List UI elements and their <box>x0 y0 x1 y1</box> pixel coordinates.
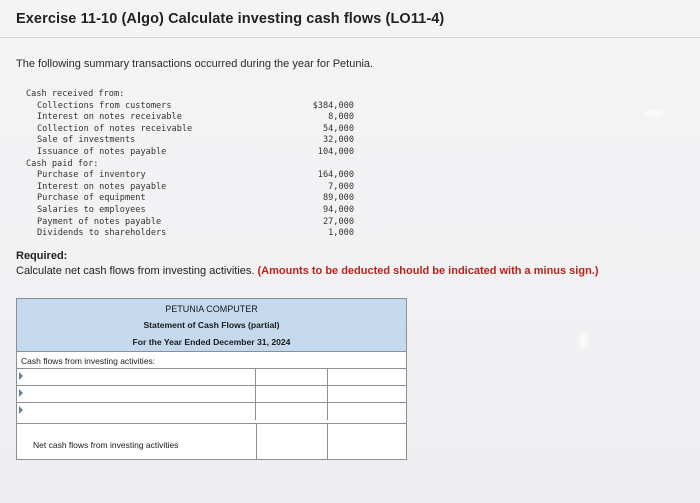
transaction-row <box>26 101 356 113</box>
net-total-cell[interactable] <box>328 424 406 460</box>
amount-input[interactable] <box>256 405 327 422</box>
description-cell[interactable] <box>17 403 256 420</box>
transaction-amount: 94,000 <box>322 204 354 215</box>
title-divider <box>0 37 700 38</box>
transaction-label: Interest on notes receivable <box>37 112 182 123</box>
transaction-row <box>26 135 356 147</box>
company-name: PETUNIA COMPUTER <box>165 304 258 314</box>
statement-header <box>17 299 406 352</box>
total-cell <box>328 403 406 420</box>
transaction-label: Dividends to shareholders <box>37 228 167 239</box>
dropdown-marker-icon <box>19 389 23 397</box>
transaction-row <box>26 170 356 182</box>
amount-cell[interactable] <box>256 369 328 386</box>
transaction-row <box>26 217 356 229</box>
investing-section-label: Cash flows from investing activities: <box>21 356 156 366</box>
transaction-label: Payment of notes payable <box>37 216 162 227</box>
transaction-amount: 164,000 <box>317 170 354 181</box>
transaction-amount: 32,000 <box>322 135 354 146</box>
statement-period: For the Year Ended December 31, 2024 <box>132 337 291 347</box>
transaction-amount: 7,000 <box>328 181 354 192</box>
transactions-list <box>26 89 356 240</box>
cash-received-heading: Cash received from: <box>26 89 125 99</box>
transaction-label: Salaries to employees <box>37 204 146 215</box>
screen-glare <box>576 330 590 352</box>
transaction-amount: 104,000 <box>317 146 354 157</box>
transaction-row <box>26 124 356 136</box>
transaction-label: Issuance of notes payable <box>37 146 167 157</box>
total-cell <box>328 386 406 403</box>
transaction-amount: 1,000 <box>328 228 354 239</box>
cash-flow-statement-form <box>16 298 407 460</box>
description-input[interactable] <box>17 405 255 422</box>
transaction-amount: $384,000 <box>312 100 354 111</box>
transaction-label: Collection of notes receivable <box>37 123 193 134</box>
description-cell[interactable] <box>17 369 256 386</box>
amount-cell[interactable] <box>256 403 328 420</box>
transaction-label: Collections from customers <box>37 100 172 111</box>
screen-glare <box>640 108 670 118</box>
dropdown-marker-icon <box>19 372 23 380</box>
instruction-text <box>16 265 599 277</box>
transaction-row <box>26 182 356 194</box>
transaction-amount: 8,000 <box>328 112 354 123</box>
net-cash-flows-row <box>17 423 406 460</box>
intro-text: The following summary transactions occurred during the year for Petunia. <box>16 58 374 70</box>
transaction-row <box>26 112 356 124</box>
required-heading: Required: <box>16 250 68 262</box>
transaction-row <box>26 228 356 240</box>
total-cell <box>328 369 406 386</box>
instruction-main: Calculate net cash flows from investing activities. <box>16 265 255 277</box>
transaction-row <box>26 205 356 217</box>
transaction-label: Sale of investments <box>37 135 136 146</box>
table-row <box>17 402 406 420</box>
cash-paid-heading: Cash paid for: <box>26 158 99 169</box>
transaction-label: Interest on notes payable <box>37 181 167 192</box>
transaction-row <box>26 193 356 205</box>
dropdown-marker-icon <box>19 406 23 414</box>
description-cell[interactable] <box>17 386 256 403</box>
statement-name: Statement of Cash Flows (partial) <box>143 320 280 330</box>
transaction-amount: 27,000 <box>322 216 354 227</box>
transaction-amount: 54,000 <box>322 123 354 134</box>
amount-cell[interactable] <box>256 386 328 403</box>
minus-sign-note: (Amounts to be deducted should be indicated with a minus sign.) <box>257 265 599 277</box>
transaction-label: Purchase of equipment <box>37 193 146 204</box>
transaction-row <box>26 147 356 159</box>
table-row <box>17 368 406 386</box>
net-cash-flows-label: Net cash flows from investing activities <box>33 440 179 450</box>
transaction-label: Purchase of inventory <box>37 170 146 181</box>
exercise-title: Exercise 11-10 (Algo) Calculate investing cash flows (LO11-4) <box>16 11 445 27</box>
table-row <box>17 385 406 403</box>
net-amount-cell <box>256 424 328 460</box>
transaction-amount: 89,000 <box>322 193 354 204</box>
